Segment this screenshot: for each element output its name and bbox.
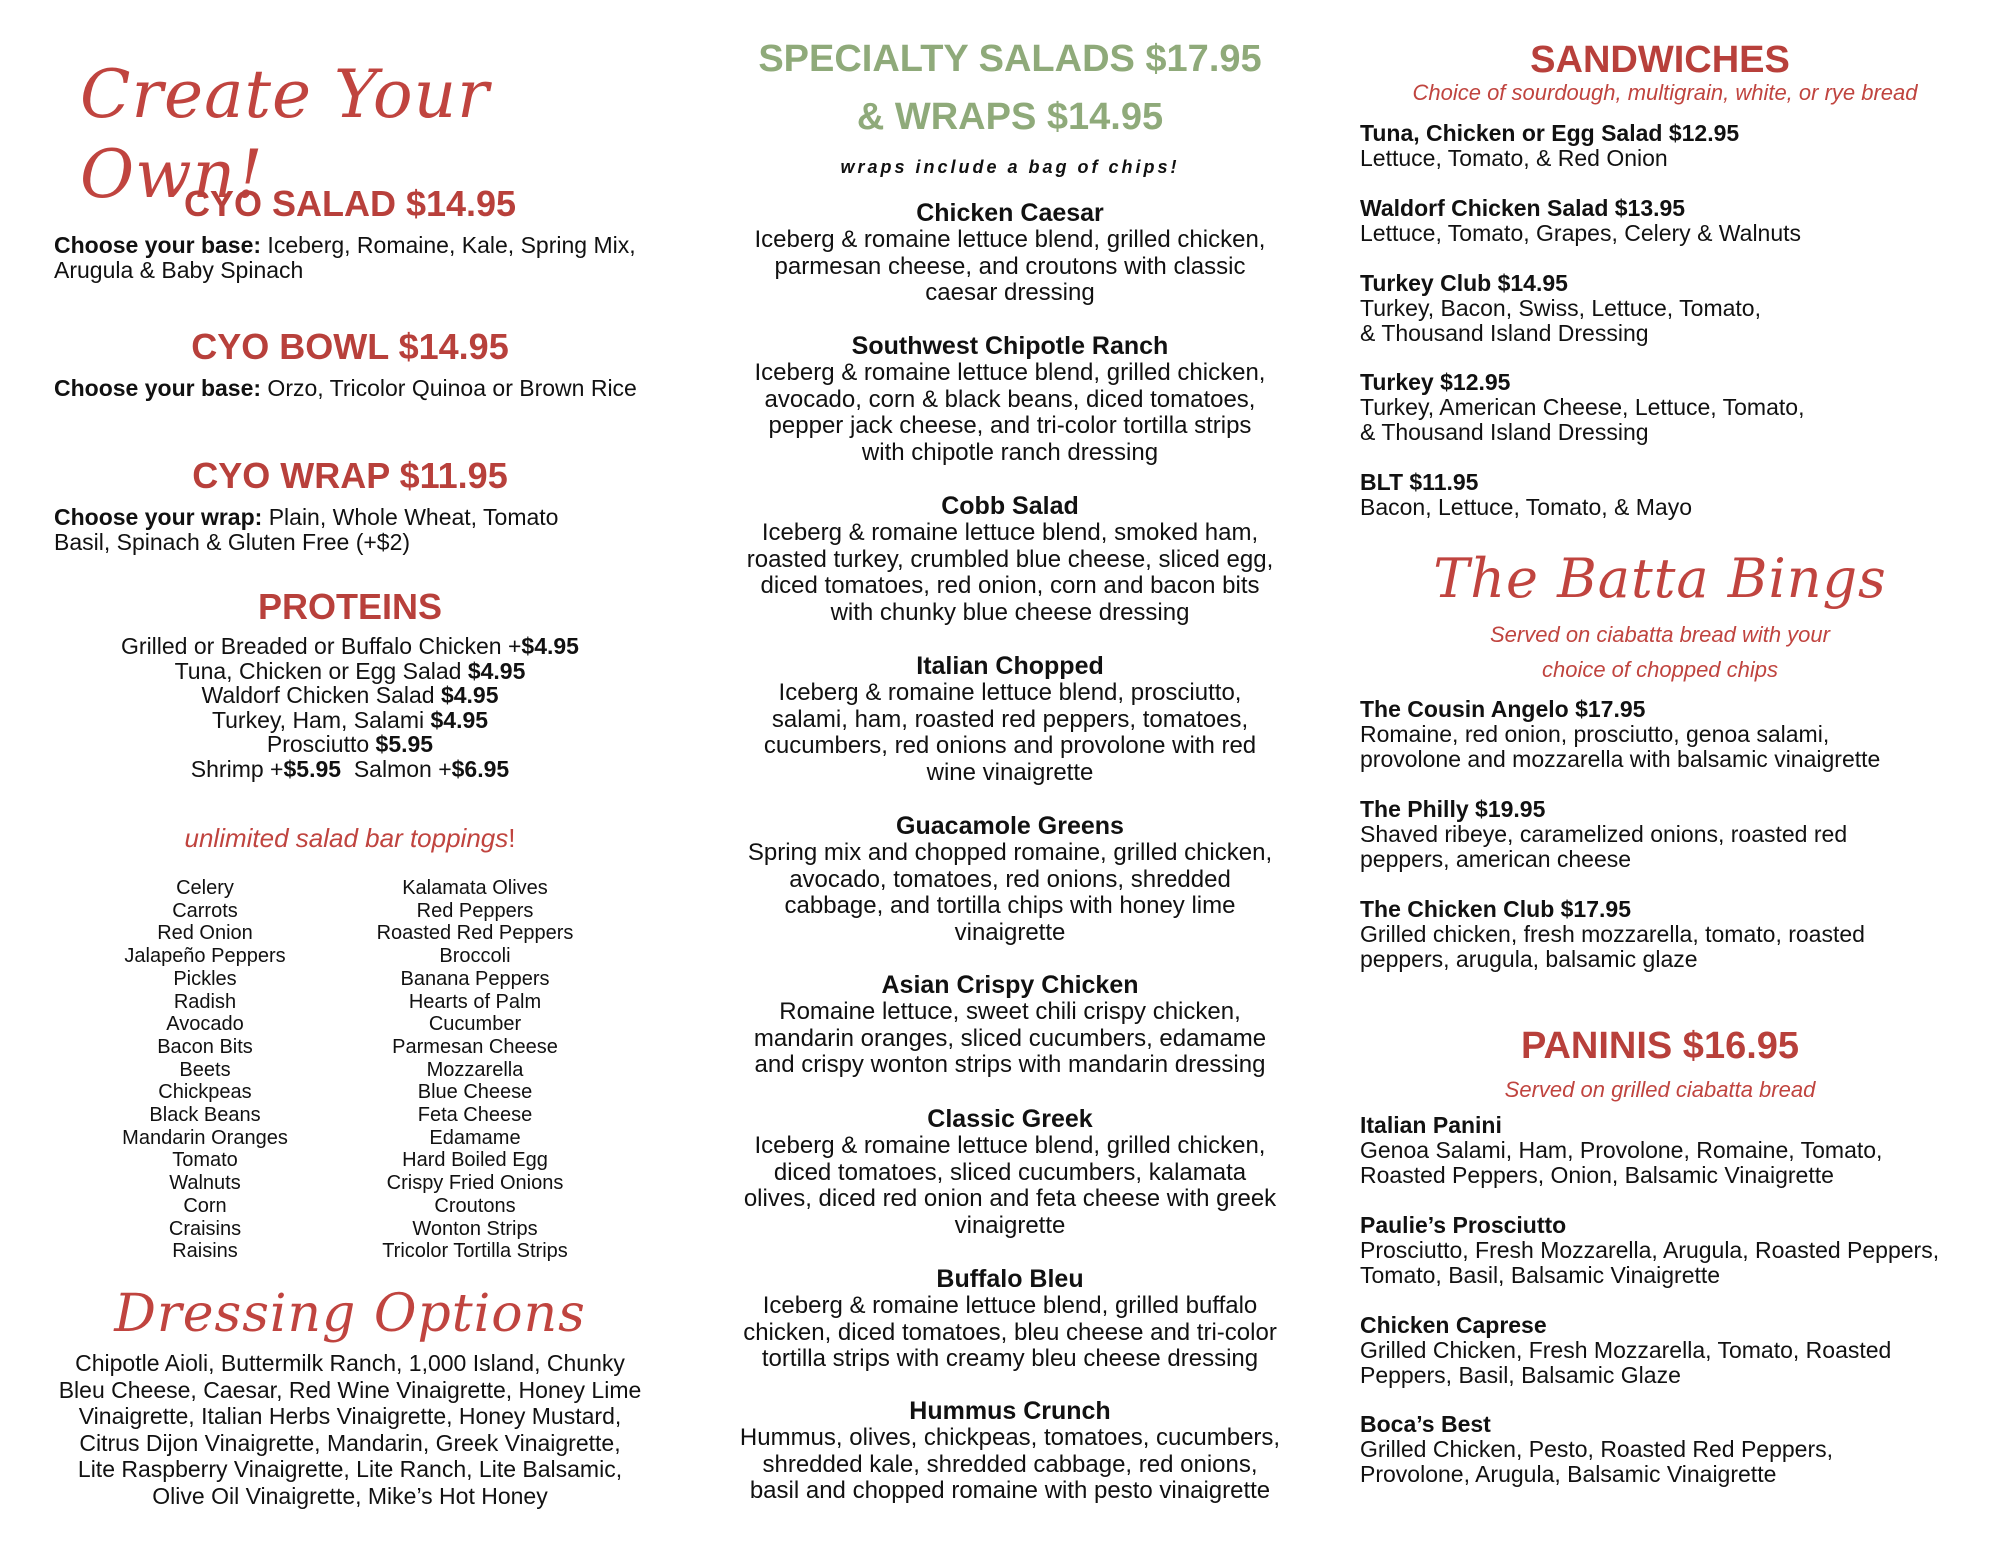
toppings-column-2	[340, 877, 610, 1263]
topping-item: Parmesan Cheese	[392, 1035, 558, 1058]
sandwich-item-desc-line: Turkey, Bacon, Swiss, Lettuce, Tomato,	[1360, 295, 1761, 321]
topping-item: Walnuts	[169, 1172, 241, 1195]
topping-item: Jalapeño Peppers	[124, 945, 286, 968]
cyo-bowl-label: Choose your base:	[54, 375, 262, 401]
salad-desc-line: Hummus, olives, chickpeas, tomatoes, cucumbers,	[739, 1424, 1281, 1451]
salad-desc-line: salami, ham, roasted red peppers, tomatoes,	[771, 705, 1249, 733]
paninis-subtitle: Served on grilled ciabatta bread	[1504, 1077, 1816, 1102]
salad-item	[690, 1106, 1330, 1239]
panini-item	[1360, 1213, 1990, 1288]
salad-name: Southwest Chipotle Ranch	[851, 332, 1169, 360]
batta-item	[1360, 897, 1990, 972]
salad-desc-line: cabbage, and tortilla chips with honey lime	[784, 892, 1236, 919]
panini-item-desc-line: Prosciutto, Fresh Mozzarella, Arugula, Roasted Peppers,	[1360, 1237, 1940, 1263]
sandwich-item	[1360, 370, 1990, 445]
topping-item: Craisins	[168, 1217, 242, 1240]
sandwich-item	[1360, 121, 1990, 171]
proteins-title: PROTEINS	[257, 586, 443, 627]
batta-subtitle-line1: Served on ciabatta bread with your	[1490, 622, 1830, 647]
salad-desc-line: avocado, corn & black beans, diced tomatoes,	[764, 385, 1256, 413]
topping-item: Roasted Red Peppers	[376, 922, 574, 945]
topping-item: Beets	[179, 1058, 231, 1081]
topping-item: Tomato	[172, 1149, 238, 1172]
salad-desc-line: olives, diced red onion and feta cheese with greek	[743, 1185, 1277, 1212]
topping-item: Raisins	[172, 1240, 238, 1263]
salad-desc-line: parmesan cheese, and croutons with classic	[774, 252, 1246, 280]
salad-name: Classic Greek	[927, 1105, 1093, 1133]
topping-item: Croutons	[434, 1194, 516, 1217]
salad-desc-line: Iceberg & romaine lettuce blend, grilled chicken,	[754, 1132, 1266, 1159]
sandwich-item	[1360, 196, 1990, 246]
dressing-line: Citrus Dijon Vinaigrette, Mandarin, Greek Vinaigrette,	[79, 1429, 621, 1456]
dressing-line: Chipotle Aioli, Buttermilk Ranch, 1,000 Island, Chunky	[75, 1350, 625, 1376]
salad-desc-line: Iceberg & romaine lettuce blend, grilled chicken,	[754, 359, 1266, 386]
batta-item	[1360, 697, 1990, 772]
panini-item	[1360, 1313, 1990, 1388]
sandwich-item-name: Waldorf Chicken Salad $13.95	[1360, 195, 1686, 221]
batta-item-name: The Cousin Angelo $17.95	[1360, 696, 1646, 722]
salad-item	[690, 813, 1330, 946]
batta-item-desc-line: peppers, arugula, balsamic glaze	[1360, 946, 1698, 972]
salad-item	[690, 1266, 1330, 1373]
batta-bings-title: The Batta Bings	[1433, 547, 1887, 610]
topping-item: Broccoli	[439, 945, 511, 968]
sandwich-item-desc-line: & Thousand Island Dressing	[1360, 419, 1649, 445]
sandwich-item-desc-line: Turkey, American Cheese, Lettuce, Tomato,	[1360, 394, 1805, 420]
salad-desc-line: vinaigrette	[954, 918, 1066, 946]
sandwiches-title: SANDWICHES	[1530, 39, 1790, 81]
panini-item-name: Boca’s Best	[1360, 1411, 1491, 1437]
protein-line: Shrimp +$5.95 Salmon +$6.95	[190, 755, 510, 782]
sandwich-item-desc-line: Bacon, Lettuce, Tomato, & Mayo	[1360, 494, 1692, 520]
protein-line: Turkey, Ham, Salami $4.95	[211, 706, 489, 733]
salad-desc-line: diced tomatoes, sliced cucumbers, kalamata	[773, 1158, 1247, 1186]
salad-item	[690, 200, 1330, 307]
salad-desc-line: tortilla strips with creamy bleu cheese dressing	[761, 1345, 1259, 1372]
panini-item-name: Paulie’s Prosciutto	[1360, 1212, 1567, 1238]
batta-item-desc-line: peppers, american cheese	[1360, 846, 1632, 872]
sandwich-item-name: Turkey Club $14.95	[1360, 270, 1568, 296]
protein-line: Grilled or Breaded or Buffalo Chicken +$4.95	[121, 633, 579, 659]
salad-desc-line: basil and chopped romaine with pesto vinaigrette	[749, 1477, 1271, 1504]
batta-item-desc-line: provolone and mozzarella with balsamic vinaigrette	[1360, 746, 1881, 772]
sandwich-item-name: BLT $11.95	[1360, 469, 1479, 495]
topping-item: Tricolor Tortilla Strips	[382, 1240, 568, 1263]
proteins-section	[40, 586, 660, 781]
salad-name: Cobb Salad	[941, 492, 1079, 520]
salad-name: Hummus Crunch	[909, 1397, 1111, 1425]
salad-desc-line: Spring mix and chopped romaine, grilled chicken,	[747, 839, 1273, 866]
salad-desc-line: diced tomatoes, red onion, corn and bacon bits	[760, 572, 1260, 599]
batta-item-name: The Philly $19.95	[1360, 796, 1546, 822]
panini-item-desc-line: Grilled Chicken, Fresh Mozzarella, Tomato, Roasted	[1360, 1337, 1892, 1363]
topping-item: Crispy Fried Onions	[386, 1172, 564, 1195]
topping-item: Pickles	[173, 967, 237, 990]
topping-item: Hard Boiled Egg	[402, 1149, 548, 1172]
salad-name: Asian Crispy Chicken	[881, 971, 1139, 999]
topping-item: Mozzarella	[426, 1058, 524, 1081]
topping-item: Cucumber	[428, 1013, 522, 1036]
salad-item	[690, 1398, 1330, 1505]
batta-subtitle-line2: choice of chopped chips	[1541, 657, 1779, 682]
dressing-line: Vinaigrette, Italian Herbs Vinaigrette, Honey Mustard,	[78, 1403, 622, 1429]
cyo-wrap-desc	[54, 505, 620, 555]
toppings-header: unlimited salad bar toppings!	[184, 823, 516, 853]
salad-name: Chicken Caesar	[916, 199, 1104, 227]
topping-item: Kalamata Olives	[402, 877, 548, 899]
salad-name: Italian Chopped	[916, 652, 1104, 680]
panini-item-desc-line: Roasted Peppers, Onion, Balsamic Vinaigrette	[1360, 1162, 1834, 1188]
topping-item: Bacon Bits	[157, 1035, 253, 1058]
sandwich-item-desc-line: Lettuce, Tomato, Grapes, Celery & Walnuts	[1360, 220, 1802, 246]
cyo-bowl-title: CYO BOWL $14.95	[191, 326, 509, 367]
salad-desc-line: mandarin oranges, sliced cucumbers, edamame	[753, 1024, 1267, 1052]
salad-desc-line: shredded kale, shredded cabbage, red onions,	[762, 1450, 1258, 1478]
panini-item-name: Chicken Caprese	[1360, 1312, 1547, 1338]
salad-desc-line: roasted turkey, crumbled blue cheese, sliced egg,	[746, 545, 1274, 573]
panini-item-desc-line: Peppers, Basil, Balsamic Glaze	[1360, 1362, 1681, 1388]
sandwich-item-desc-line: & Thousand Island Dressing	[1360, 320, 1649, 346]
sandwiches-subtitle: Choice of sourdough, multigrain, white, or rye bread	[1412, 80, 1918, 105]
sandwich-item-name: Turkey $12.95	[1360, 369, 1511, 395]
salad-desc-line: pepper jack cheese, and tri-color tortilla strips	[768, 412, 1252, 439]
cyo-bowl-section	[40, 326, 660, 401]
salad-desc-line: caesar dressing	[925, 279, 1095, 306]
panini-item-desc-line: Genoa Salami, Ham, Provolone, Romaine, Tomato,	[1360, 1137, 1883, 1163]
dressing-line: Bleu Cheese, Caesar, Red Wine Vinaigrette, Honey Lime	[58, 1376, 642, 1403]
protein-line: Tuna, Chicken or Egg Salad $4.95	[174, 657, 526, 684]
salad-desc-line: wine vinaigrette	[926, 758, 1094, 786]
topping-item: Radish	[173, 990, 237, 1013]
salad-item	[690, 493, 1330, 626]
proteins-list	[40, 634, 660, 781]
cyo-wrap-label: Choose your wrap:	[54, 504, 263, 530]
toppings-column-1	[100, 877, 310, 1263]
topping-item: Red Peppers	[416, 899, 534, 922]
topping-item: Edamame	[429, 1126, 521, 1149]
paninis-title: PANINIS $16.95	[1520, 1025, 1800, 1067]
protein-line: Prosciutto $5.95	[266, 731, 434, 757]
panini-item-desc-line: Grilled Chicken, Pesto, Roasted Red Peppers,	[1360, 1436, 1834, 1462]
specialty-title-line2: & WRAPS $14.95	[856, 96, 1164, 138]
sandwich-item-name: Tuna, Chicken or Egg Salad $12.95	[1360, 120, 1740, 146]
panini-item	[1360, 1113, 1990, 1188]
cyo-salad-text: Iceberg, Romaine, Kale, Spring Mix, Arugula & Baby Spinach	[54, 232, 636, 283]
batta-item-name: The Chicken Club $17.95	[1360, 896, 1631, 922]
dressing-options-title: Dressing Options	[114, 1284, 586, 1344]
salad-item	[690, 653, 1330, 786]
panini-item	[1360, 1412, 1990, 1487]
topping-item: Red Onion	[157, 922, 253, 945]
cyo-wrap-section	[40, 455, 660, 555]
dressing-options-list	[40, 1350, 660, 1509]
cyo-salad-title: CYO SALAD $14.95	[183, 183, 517, 224]
topping-item: Chickpeas	[158, 1081, 252, 1104]
topping-item: Carrots	[172, 899, 238, 922]
cyo-salad-section	[40, 183, 660, 283]
panini-item-desc-line: Tomato, Basil, Balsamic Vinaigrette	[1360, 1262, 1721, 1288]
create-your-own-title: Create Your Own!	[80, 56, 490, 213]
protein-line: Waldorf Chicken Salad $4.95	[201, 682, 499, 708]
cyo-wrap-title: CYO WRAP $11.95	[192, 455, 508, 496]
sandwich-item-desc-line: Lettuce, Tomato, & Red Onion	[1360, 145, 1668, 171]
topping-item: Feta Cheese	[417, 1104, 533, 1127]
panini-item-name: Italian Panini	[1360, 1112, 1502, 1138]
salad-desc-line: Romaine lettuce, sweet chili crispy chicken,	[779, 998, 1241, 1025]
salad-desc-line: Iceberg & romaine lettuce blend, prosciutto,	[778, 679, 1242, 706]
topping-item: Blue Cheese	[417, 1081, 533, 1104]
salad-item	[690, 972, 1330, 1079]
salad-item	[690, 333, 1330, 466]
dressing-line: Lite Raspberry Vinaigrette, Lite Ranch, Lite Balsamic,	[77, 1456, 623, 1482]
batta-item-desc-line: Grilled chicken, fresh mozzarella, tomato, roasted	[1360, 921, 1865, 947]
sandwich-item	[1360, 271, 1990, 346]
wraps-subtitle: wraps include a bag of chips!	[840, 157, 1180, 177]
salad-desc-line: chicken, diced tomatoes, bleu cheese and tri-color	[743, 1318, 1277, 1346]
batta-item-desc-line: Romaine, red onion, prosciutto, genoa salami,	[1360, 721, 1830, 747]
cyo-wrap-text: Plain, Whole Wheat, Tomato Basil, Spinach & Gluten Free (+$2)	[54, 504, 559, 555]
salad-desc-line: Iceberg & romaine lettuce blend, grilled buffalo	[762, 1292, 1258, 1319]
topping-item: Banana Peppers	[400, 967, 550, 990]
cyo-salad-label: Choose your base:	[54, 232, 262, 258]
specialty-title-line1: SPECIALTY SALADS $17.95	[758, 38, 1262, 80]
panini-item-desc-line: Provolone, Arugula, Balsamic Vinaigrette	[1360, 1461, 1777, 1487]
salad-desc-line: Iceberg & romaine lettuce blend, grilled chicken,	[754, 226, 1266, 253]
salad-desc-line: and crispy wonton strips with mandarin dressing	[754, 1051, 1266, 1078]
topping-item: Wonton Strips	[412, 1217, 538, 1240]
topping-item: Avocado	[166, 1013, 244, 1036]
salad-name: Buffalo Bleu	[936, 1265, 1084, 1293]
topping-item: Black Beans	[149, 1104, 261, 1127]
cyo-salad-desc	[54, 233, 660, 283]
dressing-line: Olive Oil Vinaigrette, Mike’s Hot Honey	[152, 1482, 548, 1509]
sandwich-item	[1360, 470, 1990, 520]
salad-desc-line: Iceberg & romaine lettuce blend, smoked ham,	[761, 519, 1259, 546]
salad-desc-line: with chunky blue cheese dressing	[830, 598, 1190, 626]
salad-name: Guacamole Greens	[896, 812, 1124, 840]
salad-desc-line: cucumbers, red onions and provolone with red	[763, 732, 1257, 759]
batta-item	[1360, 797, 1990, 872]
salad-desc-line: vinaigrette	[954, 1211, 1066, 1239]
cyo-bowl-text: Orzo, Tricolor Quinoa or Brown Rice	[261, 375, 637, 401]
topping-item: Hearts of Palm	[408, 990, 542, 1013]
topping-item: Corn	[183, 1194, 227, 1217]
salad-desc-line: with chipotle ranch dressing	[861, 438, 1159, 466]
cyo-bowl-desc	[54, 376, 660, 401]
topping-item: Mandarin Oranges	[122, 1126, 288, 1149]
salad-desc-line: avocado, tomatoes, red onions, shredded	[789, 865, 1231, 893]
topping-item: Celery	[176, 877, 234, 899]
batta-item-desc-line: Shaved ribeye, caramelized onions, roasted red	[1360, 821, 1848, 847]
